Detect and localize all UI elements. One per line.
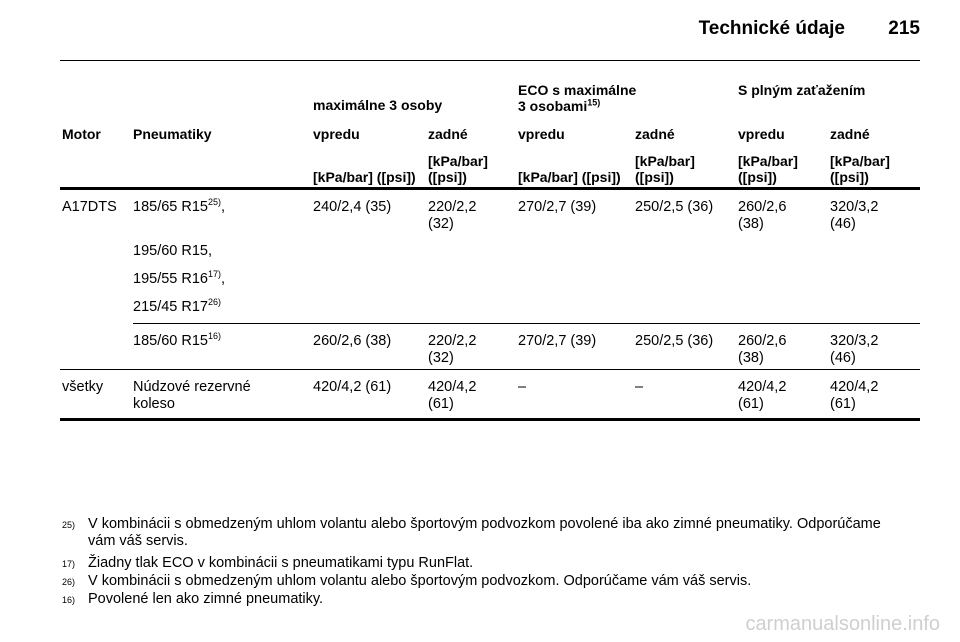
page-number: 215 [888,18,920,39]
footnote-ref: 17) [207,269,221,280]
cell-tire: 195/60 R15, [133,243,213,259]
cell-value: 220/2,2 (32) [428,199,477,232]
unit-header: [kPa/bar] ([psi]) [313,169,416,185]
unit-header: [kPa/bar] ([psi]) [518,169,621,185]
footnote [62,573,912,590]
cell-value: 320/3,2 (46) [830,199,879,232]
footnote-text: V kombinácii s obmedzeným uhlom volantu alebo športovým podvozkom. Odporúčame vám váš servis. [88,573,752,589]
unit-header: [kPa/bar] ([psi]) [738,153,798,185]
group-header-eco-line2: 3 osobami [518,98,588,114]
col-header-motor: Motor [62,126,101,142]
cell-value: 420/4,2 (61) [313,379,392,395]
page-header [699,18,920,40]
cell-value: 420/4,2 (61) [738,379,787,412]
footnote-mark: 17) [62,559,76,569]
col-header-front: vpredu [313,126,360,142]
cell-tire: 185/60 R15$^{16)}$ [133,331,221,349]
col-header-front: vpredu [738,126,785,142]
group-header-eco [518,82,636,114]
unit-header: [kPa/bar] ([psi]) [830,153,890,185]
col-header-rear: zadné [428,126,468,142]
header-rule [60,187,920,190]
group-header-full: S plným zaťažením [738,82,866,98]
page-title: Technické údaje [698,18,846,39]
cell-tire: 185/65 R15$^{25)}$, [133,197,226,215]
cell-value: 420/4,2 (61) [830,379,879,412]
cell-value: – [518,379,527,395]
cell-motor: všetky [62,379,104,395]
col-header-tires: Pneumatiky [133,126,212,142]
row-rule [133,323,920,324]
cell-tire: 215/45 R17$^{26)}$ [133,297,221,315]
table-bottom-rule [60,418,920,421]
footnote-ref: 26) [207,297,221,308]
footnote-ref: 16) [207,331,221,342]
footnote-mark: 16) [62,595,76,605]
cell-value: 250/2,5 (36) [635,199,714,215]
unit-header: [kPa/bar] ([psi]) [428,153,488,185]
row-rule [60,369,920,370]
watermark: carmanualsonline.info [745,613,940,635]
cell-value: – [635,379,644,395]
group-header-eco-line1: ECO s maximálne [518,82,637,98]
footnote [62,591,912,608]
col-header-rear: zadné [635,126,675,142]
cell-value: 270/2,7 (39) [518,199,597,215]
col-header-front: vpredu [518,126,565,142]
cell-value: 260/2,6 (38) [738,199,787,232]
group-header-max3: maximálne 3 osoby [313,97,443,113]
footnote [62,516,912,550]
cell-value: 220/2,2 (32) [428,333,477,366]
footnote [62,555,912,572]
footnote-mark: 25) [62,520,76,530]
footnote-text: V kombinácii s obmedzeným uhlom volantu alebo športovým podvozkom povolené iba ako zimné pneumatiky. Odporúčame vám váš servis. [88,516,881,549]
col-header-rear: zadné [830,126,870,142]
unit-header: [kPa/bar] ([psi]) [635,153,695,185]
cell-value: 270/2,7 (39) [518,333,597,349]
cell-tire: Núdzové rezervné koleso [133,379,251,412]
footnote-ref: 15) [587,97,601,108]
footnote-text: Žiadny tlak ECO v kombinácii s pneumatikami typu RunFlat. [88,555,474,571]
footnote-mark: 26) [62,577,76,587]
cell-value: 420/4,2 (61) [428,379,477,412]
footnote-ref: 25) [207,197,221,208]
cell-value: 240/2,4 (35) [313,199,392,215]
cell-value: 320/3,2 (46) [830,333,879,366]
cell-value: 260/2,6 (38) [313,333,392,349]
footnote-text: Povolené len ako zimné pneumatiky. [88,591,324,607]
cell-motor: A17DTS [62,199,117,215]
cell-value: 250/2,5 (36) [635,333,714,349]
top-rule [60,60,920,61]
cell-tire: 195/55 R16$^{17)}$, [133,269,226,287]
cell-value: 260/2,6 (38) [738,333,787,366]
